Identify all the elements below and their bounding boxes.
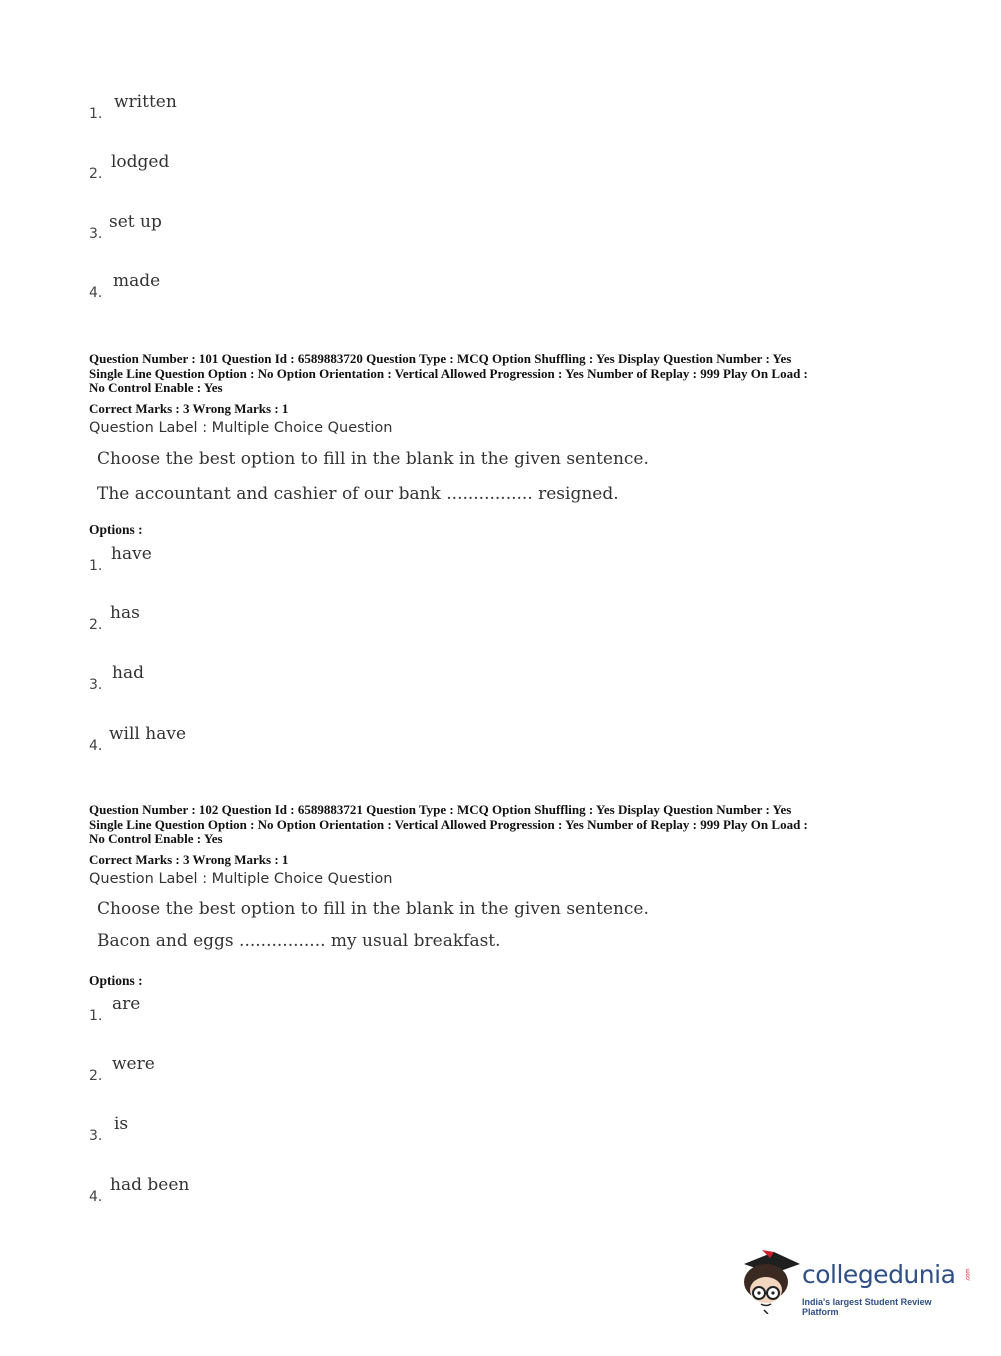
question-marks: Correct Marks : 3 Wrong Marks : 1	[89, 401, 289, 416]
option-text: is	[114, 1114, 129, 1134]
option-item	[0, 152, 600, 192]
meta-line: No Control Enable : Yes	[89, 380, 223, 395]
question-meta	[89, 803, 919, 847]
option-text: set up	[109, 212, 162, 232]
option-item	[0, 92, 600, 132]
option-item	[0, 1175, 600, 1215]
option-number: 4.	[89, 738, 103, 754]
option-number: 4.	[89, 1189, 103, 1205]
option-number: 4.	[89, 285, 103, 301]
option-text: are	[112, 994, 141, 1014]
logo-wordmark: collegedunia	[802, 1260, 956, 1289]
option-item	[0, 271, 600, 311]
option-text: has	[110, 603, 140, 623]
collegedunia-logo	[740, 1248, 970, 1318]
question-marks: Correct Marks : 3 Wrong Marks : 1	[89, 852, 289, 867]
question-label: Question Label : Multiple Choice Question	[89, 420, 393, 436]
option-text: had	[112, 663, 144, 683]
option-text: had been	[110, 1175, 190, 1195]
question-sentence: Bacon and eggs ................ my usual breakfast.	[97, 931, 501, 951]
option-number: 1.	[89, 558, 103, 574]
option-number: 2.	[89, 166, 103, 182]
logo-tagline: India's largest Student Review Platform	[802, 1297, 932, 1317]
option-number: 2.	[89, 617, 103, 633]
question-instruction: Choose the best option to fill in the blank in the given sentence.	[97, 899, 649, 919]
option-number: 2.	[89, 1068, 103, 1084]
question-sentence: The accountant and cashier of our bank ................ resigned.	[97, 484, 619, 504]
option-item	[0, 544, 600, 584]
meta-line: Single Line Question Option : No Option Orientation : Vertical Allowed Progression : Yes Number of Replay : 999 Play On Load :	[89, 365, 808, 381]
option-text: written	[114, 92, 177, 112]
meta-line: Question Number : 102 Question Id : 6589883721 Question Type : MCQ Option Shuffling : Yes Display Question Number : Yes	[89, 802, 792, 817]
option-text: made	[113, 271, 161, 291]
option-item	[0, 212, 600, 252]
option-item	[0, 663, 600, 703]
option-number: 3.	[89, 1128, 103, 1144]
options-label: Options :	[89, 522, 143, 537]
options-label: Options :	[89, 973, 143, 988]
option-text: will have	[109, 724, 187, 744]
option-number: 1.	[89, 106, 103, 122]
question-label: Question Label : Multiple Choice Question	[89, 871, 393, 887]
option-text: lodged	[111, 152, 170, 172]
option-text: were	[112, 1054, 155, 1074]
option-number: 1.	[89, 1008, 103, 1024]
option-item	[0, 724, 600, 764]
meta-line: Question Number : 101 Question Id : 6589883720 Question Type : MCQ Option Shuffling : Yes Display Question Number : Yes	[89, 351, 792, 366]
option-number: 3.	[89, 677, 103, 693]
meta-line: No Control Enable : Yes	[89, 831, 223, 846]
option-number: 3.	[89, 226, 103, 242]
option-item	[0, 994, 600, 1034]
option-text: have	[111, 544, 152, 564]
question-instruction: Choose the best option to fill in the blank in the given sentence.	[97, 449, 649, 469]
option-item	[0, 1114, 600, 1154]
option-item	[0, 603, 600, 643]
meta-line: Single Line Question Option : No Option Orientation : Vertical Allowed Progression : Yes Number of Replay : 999 Play On Load :	[89, 816, 808, 832]
option-item	[0, 1054, 600, 1094]
logo-suffix: .com	[965, 1268, 972, 1282]
mascot-icon	[740, 1248, 800, 1314]
question-meta	[89, 352, 919, 396]
